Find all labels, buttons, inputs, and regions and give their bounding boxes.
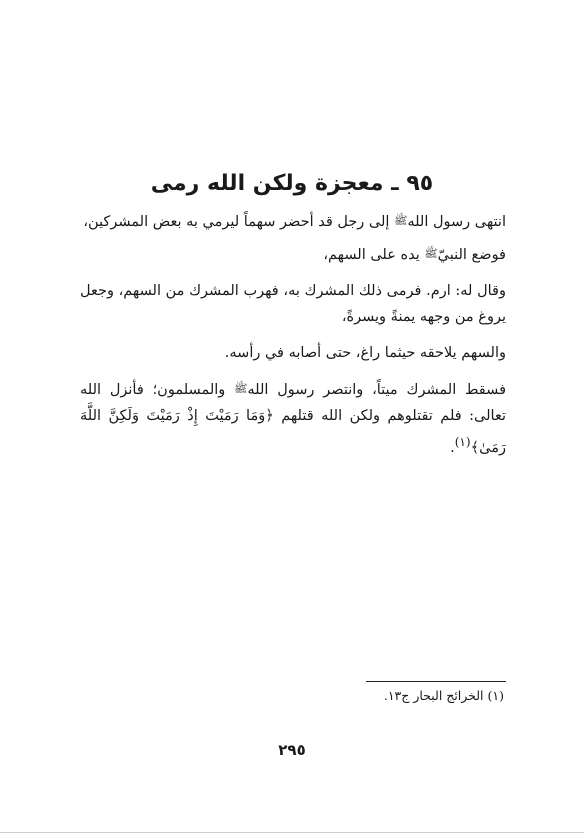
footnote-marker: (١) [454,435,471,449]
paragraph-5 [80,376,506,461]
paragraph-2-end: يده على السهم، [323,247,425,263]
paragraph-1-start: انتهى رسول الله [407,214,506,230]
paragraph-3: وقال له: ارم. فرمى ذلك المشرك به، فهرب المشرك من السهم، وجعل يروغ من وجهه يمنةً ويسرةً، [80,283,506,325]
footnote: (١) الخرائج البحار ج١٣. [383,688,504,703]
paragraph-2 [80,241,506,268]
footnote-divider [366,681,506,682]
paragraph-1-end: إلى رجل قد أحضر سهماً ليرمي به بعض المشركين، [83,214,395,230]
page-number: ٢٩٥ [278,741,306,759]
paragraph-2-start: فوضع النبيّ [437,247,506,263]
paragraph-5-end: . [450,439,455,456]
paragraph-1 [80,208,506,235]
paragraph-4: والسهم يلاحقه حيثما راغ، حتى أصابه في رأسه. [224,345,506,361]
salutation-symbol: ﷺ [424,247,438,260]
scan-edge-line [0,832,584,833]
story-body [80,208,506,471]
salutation-symbol: ﷺ [394,214,408,227]
paragraph-5-quran-verse: والمسلمون؛ فأنزل الله تعالى: فلم تقتلوهم ولكن الله قتلهم ﴿وَمَا رَمَيْتَ إِذْ رَمَيْتَ وَلَكِنَّ اللَّهَ رَمَىٰ﴾ [80,382,506,456]
paragraph-5-start: فسقط المشرك ميتاً، وانتصر رسول الله [247,382,507,398]
salutation-symbol: ﷺ [234,382,248,395]
page-title: ٩٥ ـ معجزة ولكن الله رمى [150,171,434,196]
